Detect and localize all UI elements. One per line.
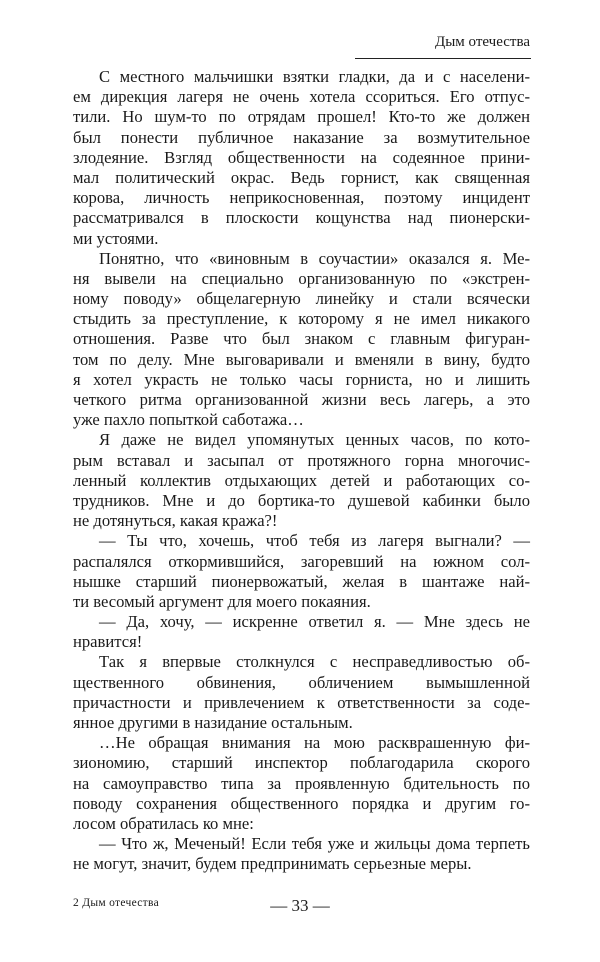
paragraph [73,733,530,834]
text-line: корова, личность неприкосновенная, поэтому инцидент [73,188,530,208]
paragraph [73,531,530,612]
text-line: щественного обвинения, обличением вымышленной [73,672,530,692]
text-line: Я даже не видел упомянутых ценных часов, по кото- [99,430,530,450]
text-line: ми устоями. [73,228,159,248]
text-line: поводу сохранения общественного порядка и другим го- [73,793,530,813]
text-line: тили. Но шум-то по отрядам прошел! Кто-то же должен [73,107,530,127]
text-line: том по делу. Мне выговаривали и вменяли в вину, будто [73,349,530,369]
text-line: лосом обратилась ко мне: [73,813,254,833]
text-line: не могут, значит, будем предпринимать серьезные меры. [73,854,472,874]
text-line: ленный коллектив отдыхающих детей и работающих со- [73,470,530,490]
paragraph [73,834,530,874]
text-line: Понятно, что «виновным в соучастии» оказался я. Ме- [99,248,530,268]
paragraph [73,430,530,531]
text-line: — Да, хочу, — искренне ответил я. — Мне здесь не [99,612,530,632]
text-line: злодеяние. Взгляд общественности на содеянное прини- [73,147,530,167]
paragraph [73,67,530,249]
text-line: стыдить за преступление, к которому я не имел никакого [73,309,530,329]
text-line: ному поводу» общелагерную линейку и стали всячески [73,289,530,309]
page-body-text [73,67,530,875]
text-line: отношения. Разве что был знаком с главным фигуран- [73,329,530,349]
text-line: ем дирекция лагеря не очень хотела ссориться. Его отпус- [73,87,530,107]
text-line: распалялся откормившийся, загоревший на южном сол- [73,551,530,571]
text-line: не дотянуться, какая кража?! [73,511,278,531]
text-line: нышке старший пионервожатый, желая в шантаже най- [73,571,530,591]
paragraph [73,612,530,652]
text-line: нравится! [73,632,143,652]
header-rule [355,58,531,59]
text-line: рым вставал и засыпал от протяжного горна многочис- [73,450,530,470]
text-line: был понести публичное наказание за возмутительное [73,127,530,147]
page-number: — 33 — [270,896,330,915]
text-line: — Ты что, хочешь, чтоб тебя из лагеря выгнали? — [99,531,530,551]
text-line: ти весомый аргумент для моего покаяния. [73,591,371,611]
text-line: С местного мальчишки взятки гладки, да и с населени- [99,67,530,86]
text-line: янное другими в назидание остальным. [73,713,353,732]
text-line: рассматривался в плоскости кощунства над пионерски- [73,208,530,228]
text-line: уже пахло попыткой саботажа… [73,410,304,430]
running-head-title: Дым отечества [434,34,530,50]
paragraph [73,652,530,733]
text-line: мал политический окрас. Ведь горнист, как священная [73,167,530,187]
text-line: зиономию, старший инспектор поблагодарила скорого [73,753,530,773]
text-line: трудников. Мне и до бортика-то душевой кабинки было [73,490,530,510]
text-line: — Что ж, Меченый! Если тебя уже и жильцы дома терпеть [99,834,530,854]
text-line: я хотел украсть не только часы горниста, но и лишить [73,369,530,389]
paragraph [73,249,530,431]
text-line: причастности и привлечением к ответственности за соде- [73,692,530,712]
text-line: Так я впервые столкнулся с несправедливостью об- [99,652,530,672]
printer-signature-mark: 2 Дым отечества [73,897,159,909]
text-line: четкого ритма организованной жизни весь лагерь, а это [73,390,530,409]
text-line: …Не обращая внимания на мою раскврашенную фи- [99,733,530,753]
text-line: ня вывели на специально организованную по «экстрен- [73,268,530,288]
text-line: на самоуправство типа за проявленную бдительность по [73,773,530,793]
